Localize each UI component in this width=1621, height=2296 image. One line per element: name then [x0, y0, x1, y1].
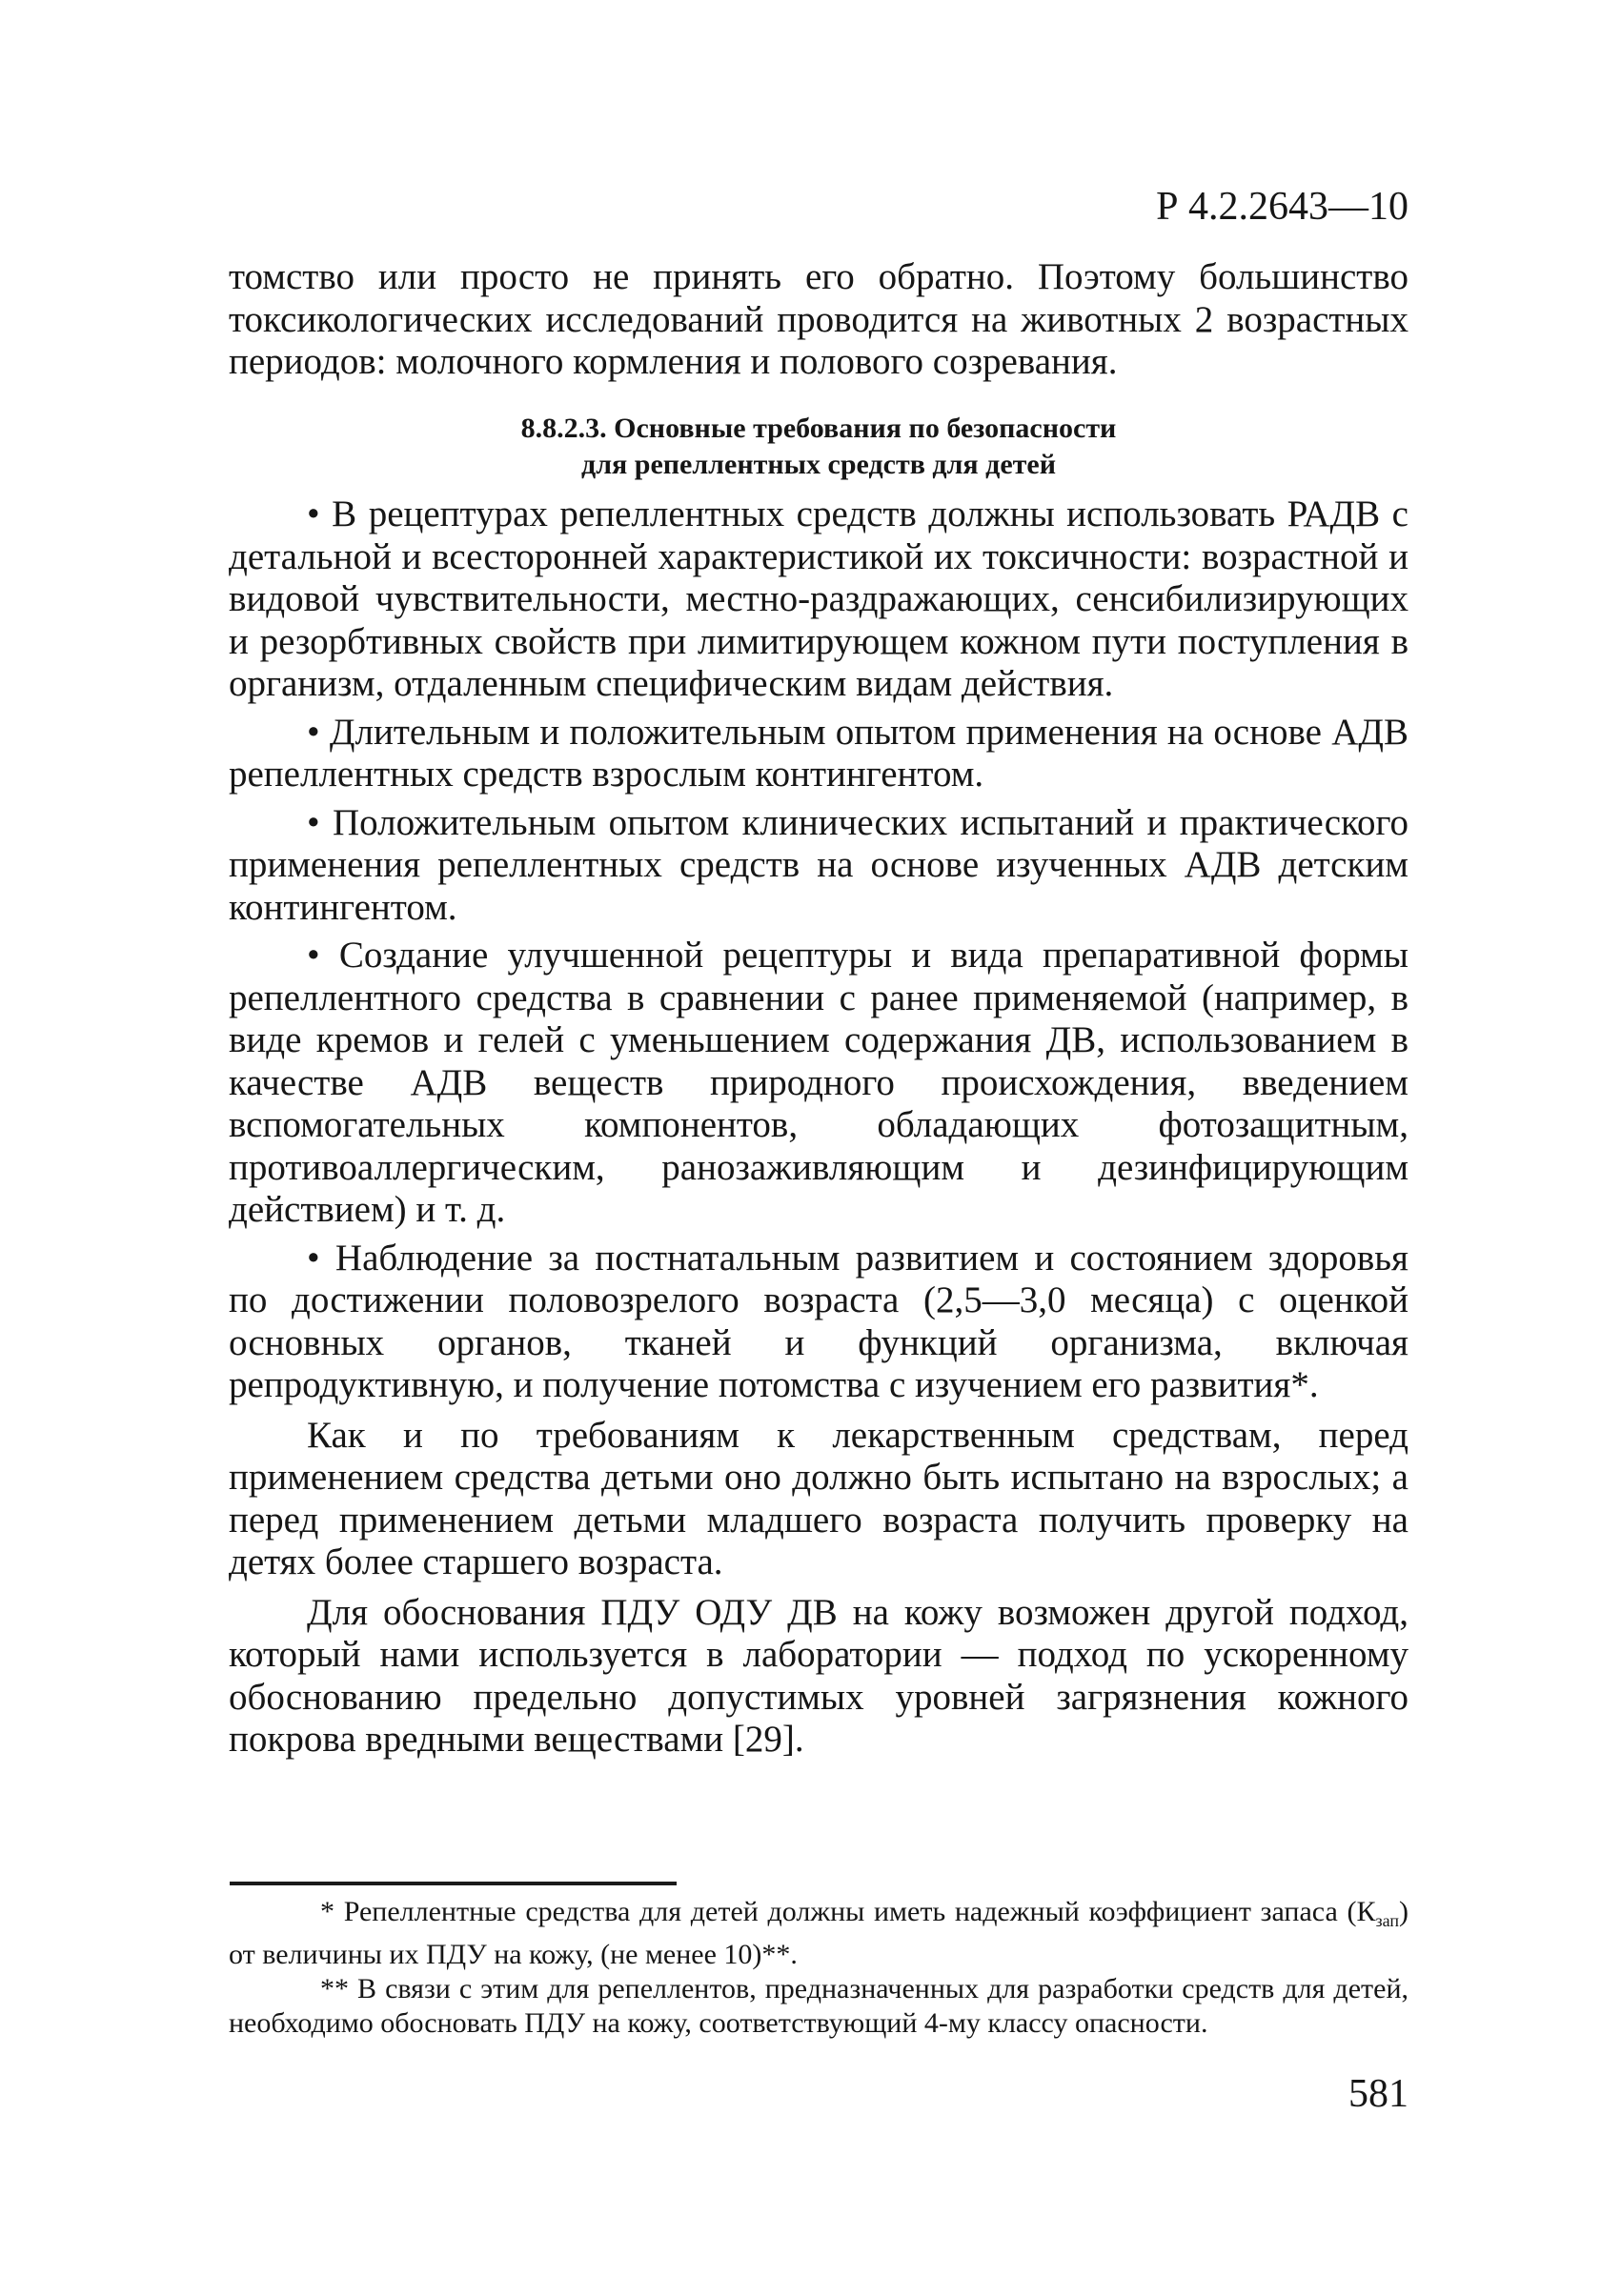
- intro-block: [229, 256, 1408, 384]
- page-number: 581: [1348, 2072, 1408, 2116]
- body-paragraph: Как и по требованиям к лекарственным средствам, перед применением средства детьми оно должно быть испытано на взрослых; а перед применением детьми младшего возраста получить проверку на детях более старшего возраста.: [229, 1414, 1408, 1582]
- footnote-2: ** В связи с этим для репеллентов, предназначенных для разработки средств для детей, необходимо обосновать ПДУ на кожу, соответствующий 4-му классу опасности.: [229, 1973, 1408, 2039]
- section-heading: [229, 411, 1408, 483]
- section-body: [229, 493, 1408, 1762]
- footnote-1-subscript: зап: [1375, 1911, 1399, 1930]
- body-paragraph: Для обоснования ПДУ ОДУ ДВ на кожу возможен другой подход, который нами используется в лаборатории — подход по ускоренному обоснованию предельно допустимых уровней загрязнения кожного покрова вредными веществами [29].: [229, 1591, 1408, 1760]
- bullet-item: • Создание улучшенной рецептуры и вида препаративной формы репеллентного средства в сравнении с ранее применяемой (например, в виде кремов и гелей с уменьшением содержания ДВ, использованием в качестве АДВ веществ природного происхождения, введением вспомогательных компонентов, обладающих фотозащитным, противоаллергическим, ранозаживляющим и дезинфицирующим действием) и т. д.: [229, 935, 1408, 1230]
- bullet-item: • Положительным опытом клинических испытаний и практического применения репеллентных средств на основе изученных АДВ детским контингентом.: [229, 801, 1408, 928]
- bullet-item: • Наблюдение за постнатальным развитием и состоянием здоровья по достижении половозрелого возраста (2,5—3,0 месяца) с оценкой основных органов, тканей и функций организма, включая репродуктивную, и получение потомства с изучением его развития*.: [229, 1237, 1408, 1405]
- footnotes: [229, 1895, 1408, 2041]
- footnote-1-text-end: ) от величины их ПДУ на кожу, (не менее 10)**.: [229, 1896, 1408, 1970]
- document-code: Р 4.2.2643—10: [1156, 185, 1408, 229]
- section-heading-line-2: для репеллентных средств для детей: [581, 449, 1056, 480]
- intro-paragraph: томство или просто не принять его обратно. Поэтому большинство токсикологических исследований проводится на животных 2 возрастных периодов: молочного кормления и полового созревания.: [229, 256, 1408, 382]
- footnote-1: [229, 1895, 1408, 1972]
- footnote-1-text-start: * Репеллентные средства для детей должны иметь надежный коэффициент запаса (К: [320, 1896, 1376, 1927]
- footnote-separator: [230, 1882, 677, 1885]
- section-heading-line-1: 8.8.2.3. Основные требования по безопасности: [520, 413, 1117, 444]
- bullet-item: • В рецептурах репеллентных средств должны использовать РАДВ с детальной и всесторонней характеристикой их токсичности: возрастной и видовой чувствительности, местно-раздражающих, сенсибилизирующих и резорбтивных свойств при лимитирующем кожном пути поступления в организм, отдаленным специфическим видам действия.: [229, 493, 1408, 704]
- bullet-item: • Длительным и положительным опытом применения на основе АДВ репеллентных средств взрослым контингентом.: [229, 711, 1408, 795]
